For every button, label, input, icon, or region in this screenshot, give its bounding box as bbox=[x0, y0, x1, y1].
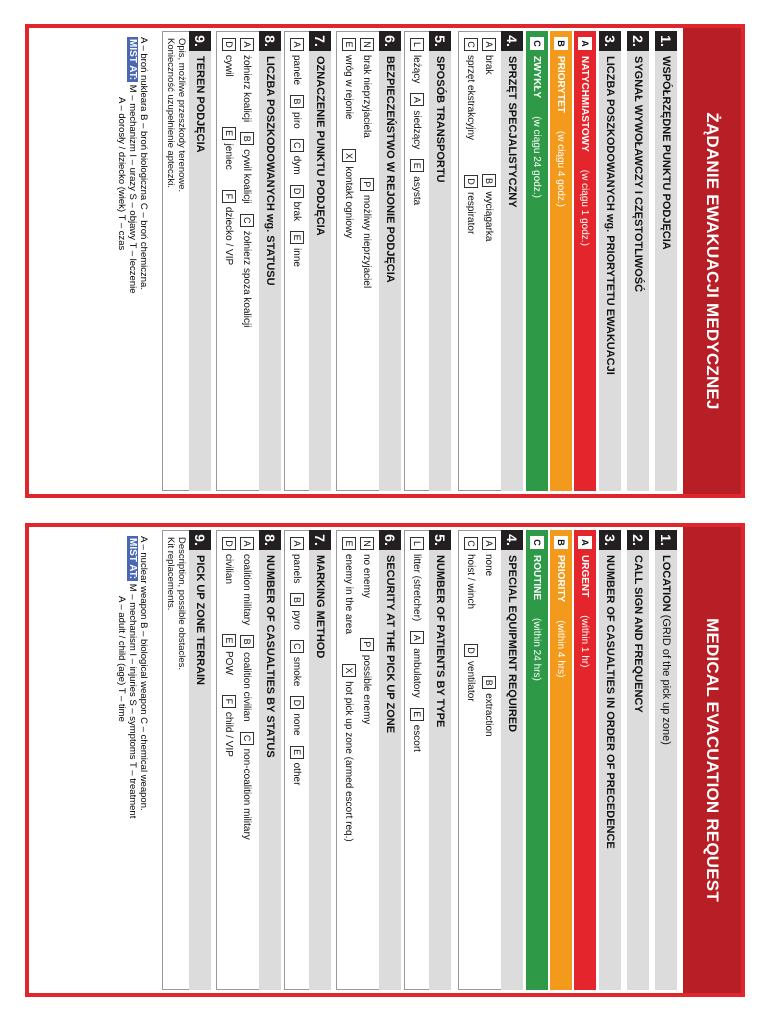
section-title: BEZPIECZEŃSTWO W REJONIE PODJĘCIA bbox=[384, 56, 396, 283]
option-b[interactable] bbox=[290, 593, 304, 629]
option-key-box[interactable]: P bbox=[360, 638, 374, 651]
section-title: SYGNAŁ WYWOŁAWCZY I CZĘSTOTLIWOŚĆ bbox=[632, 56, 644, 293]
option-key-box[interactable]: D bbox=[464, 175, 478, 188]
section-precedence bbox=[524, 31, 621, 491]
option-label: litter (stretcher) bbox=[411, 554, 423, 622]
section-number: 9. bbox=[189, 31, 211, 51]
option-key-box[interactable]: A bbox=[410, 631, 424, 644]
card-english bbox=[25, 523, 745, 997]
priority-routine[interactable] bbox=[526, 530, 548, 990]
option-d[interactable] bbox=[222, 38, 236, 77]
option-key-box[interactable]: E bbox=[290, 231, 304, 244]
section-title: NUMBER OF PATIENTS BY TYPE bbox=[434, 555, 446, 728]
section-title: OZNACZENIE PUNKTU PODJĘCIA bbox=[314, 56, 326, 236]
section-precedence bbox=[524, 530, 621, 990]
section-header bbox=[627, 31, 649, 491]
option-c[interactable] bbox=[290, 640, 304, 686]
option-e[interactable] bbox=[342, 38, 356, 119]
section-number: 2. bbox=[627, 31, 649, 51]
option-f[interactable] bbox=[222, 190, 236, 265]
option-b[interactable] bbox=[240, 132, 254, 203]
option-label: coalition civilian bbox=[241, 652, 253, 722]
option-key-box[interactable]: B bbox=[482, 174, 496, 187]
option-label: jeniec bbox=[223, 143, 235, 170]
section-header bbox=[655, 530, 677, 990]
option-key-box[interactable]: L bbox=[410, 38, 424, 51]
option-label: extraction bbox=[483, 693, 495, 737]
weapon-legend: A – broń nukleara B – broń biologiczna C – broń chemiczna. bbox=[138, 37, 149, 290]
option-label: pyro bbox=[291, 610, 303, 630]
option-key-box[interactable]: C bbox=[530, 536, 544, 549]
section-number: 6. bbox=[379, 530, 401, 550]
option-e[interactable] bbox=[290, 746, 304, 786]
option-key-box[interactable]: D bbox=[222, 537, 236, 550]
card-polish bbox=[25, 24, 745, 498]
option-p[interactable] bbox=[360, 638, 374, 724]
option-label: other bbox=[291, 762, 303, 786]
option-key-box[interactable]: C bbox=[530, 37, 544, 50]
section-title: WSPÓŁRZĘDNE PUNKTU PODJĘCIA bbox=[660, 56, 672, 250]
priority-time: (w ciągu 24 godz.) bbox=[531, 116, 543, 198]
section-title: LICZBA POSZKODOWANYCH wg. PRIORYTETU EWAKUACJI bbox=[604, 56, 616, 375]
section-title: LOCATION bbox=[660, 555, 672, 612]
section-title: CALL SIGN AND FREQUENCY bbox=[632, 555, 644, 713]
section-title: SPRZĘT SPECJALISTYCZNY bbox=[506, 56, 518, 208]
option-c[interactable] bbox=[240, 214, 254, 328]
priority-label: PRIORITY bbox=[555, 555, 567, 603]
option-label: wyciągarka bbox=[483, 191, 495, 242]
priority-time: (within 1 hr) bbox=[579, 615, 591, 668]
option-label: leżący bbox=[411, 55, 423, 84]
section-security bbox=[336, 530, 401, 990]
option-label: wróg w rejonie bbox=[343, 55, 355, 120]
section-status bbox=[216, 530, 281, 990]
section-header bbox=[501, 530, 523, 990]
option-d[interactable] bbox=[464, 644, 478, 702]
option-e[interactable] bbox=[222, 634, 236, 675]
section-header bbox=[429, 530, 451, 990]
option-b[interactable] bbox=[290, 95, 304, 129]
option-key-box[interactable]: A bbox=[482, 38, 496, 51]
option-label: panele bbox=[291, 55, 303, 86]
section-header bbox=[309, 530, 331, 990]
section-number: 5. bbox=[429, 530, 451, 550]
option-key-box[interactable]: E bbox=[410, 159, 424, 172]
option-label: coalition military bbox=[241, 554, 253, 626]
option-key-box[interactable]: C bbox=[464, 537, 478, 550]
option-key-box[interactable]: A bbox=[240, 38, 254, 51]
section-title: SPECIAL EQUIPMENT REQUIRED bbox=[506, 555, 518, 733]
option-label: dym bbox=[291, 155, 303, 175]
section-title: NUMBER OF CASUALTIES BY STATUS bbox=[264, 555, 276, 758]
option-label: POW bbox=[223, 651, 235, 675]
section-number: 9. bbox=[189, 530, 211, 550]
option-key-box[interactable]: B bbox=[290, 95, 304, 108]
section-title: PICK UP ZONE TERRAIN bbox=[194, 555, 206, 685]
option-label: brak bbox=[291, 201, 303, 222]
section-header bbox=[501, 31, 523, 491]
section-title: NUMBER OF CASUALTIES IN ORDER OF PRECEDENCE bbox=[604, 555, 616, 849]
weapon-legend: A – nuclear weapon B – biological weapon C – chemical weapon. bbox=[138, 536, 149, 811]
option-key-box[interactable]: D bbox=[222, 38, 236, 51]
option-d[interactable] bbox=[290, 696, 304, 735]
section-number: 8. bbox=[259, 31, 281, 51]
option-label: none bbox=[483, 554, 495, 577]
priority-label: ZWYKŁY bbox=[531, 56, 543, 99]
section-title: SPOSÓB TRANSPORTU bbox=[434, 56, 446, 183]
mist-at-legend bbox=[114, 530, 151, 990]
option-key-box[interactable]: X bbox=[342, 664, 356, 677]
section-status bbox=[216, 31, 281, 491]
section-terrain bbox=[162, 31, 211, 491]
mist-at-tag: MIST AT: bbox=[127, 538, 138, 580]
priority-priority[interactable] bbox=[550, 31, 572, 491]
section-number: 2. bbox=[627, 530, 649, 550]
option-key-box[interactable]: E bbox=[410, 708, 424, 721]
option-label: kontakt ogniowy bbox=[343, 166, 355, 239]
option-e[interactable] bbox=[290, 231, 304, 267]
option-key-box[interactable]: E bbox=[342, 537, 356, 550]
section-header bbox=[655, 31, 677, 491]
option-key-box[interactable]: B bbox=[482, 676, 496, 689]
option-key-box[interactable]: B bbox=[554, 536, 568, 549]
option-label: piro bbox=[291, 112, 303, 129]
option-a[interactable] bbox=[240, 38, 254, 122]
option-a[interactable] bbox=[240, 537, 254, 625]
option-label: enemy in the area bbox=[343, 554, 355, 635]
option-label: sprzęt ekstrakcyjny bbox=[465, 55, 477, 141]
option-n[interactable] bbox=[360, 38, 374, 138]
section-number: 3. bbox=[599, 31, 621, 51]
option-label: child / VIP bbox=[223, 711, 235, 757]
option-key-box[interactable]: N bbox=[360, 38, 374, 51]
priority-label: PRIORYTET bbox=[555, 56, 567, 113]
section-equipment bbox=[458, 31, 523, 491]
option-key-box[interactable]: F bbox=[222, 695, 236, 708]
section-header bbox=[599, 530, 621, 990]
section-terrain bbox=[162, 530, 211, 990]
option-key-box[interactable]: L bbox=[410, 537, 424, 550]
option-c[interactable] bbox=[464, 38, 478, 140]
section-title: TEREN PODJĘCIA bbox=[194, 56, 206, 153]
section-header bbox=[259, 530, 281, 990]
section-title: SECURITY AT THE PICK UP ZONE bbox=[384, 555, 396, 734]
option-label: ambulatory bbox=[411, 648, 423, 698]
priority-label: URGENT bbox=[579, 555, 591, 598]
priority-urgent[interactable] bbox=[574, 31, 596, 491]
option-key-box[interactable]: A bbox=[410, 93, 424, 106]
option-label: no enemy bbox=[361, 554, 373, 598]
priority-routine[interactable] bbox=[526, 31, 548, 491]
section-number: 8. bbox=[259, 530, 281, 550]
option-p[interactable] bbox=[360, 178, 374, 288]
option-c[interactable] bbox=[290, 139, 304, 175]
terrain-line: Konieczność uzupełnienie apteczki. bbox=[165, 38, 176, 188]
option-l[interactable] bbox=[410, 537, 424, 621]
section-header bbox=[309, 31, 331, 491]
section-header bbox=[429, 31, 451, 491]
section-header bbox=[259, 31, 281, 491]
terrain-line: Opis, możliwe przeszkody terenowe. bbox=[176, 38, 187, 193]
section-location bbox=[655, 31, 677, 491]
priority-time: (within 24 hrs) bbox=[531, 618, 543, 681]
section-location bbox=[655, 530, 677, 990]
option-key-box[interactable]: N bbox=[360, 537, 374, 550]
option-key-box[interactable]: E bbox=[342, 38, 356, 51]
option-a[interactable] bbox=[410, 631, 424, 697]
option-x[interactable] bbox=[342, 664, 356, 842]
section-header bbox=[379, 530, 401, 990]
option-x[interactable] bbox=[342, 149, 356, 238]
option-d[interactable] bbox=[222, 537, 236, 584]
terrain-line: Description, possible obstacles. bbox=[176, 537, 187, 671]
option-key-box[interactable]: B bbox=[554, 37, 568, 50]
option-e[interactable] bbox=[410, 708, 424, 752]
option-label: cywil koalicji bbox=[241, 149, 253, 204]
option-a[interactable] bbox=[482, 38, 496, 74]
priority-time: (w ciągu 1 godz.) bbox=[579, 169, 591, 246]
section-header bbox=[189, 530, 211, 990]
option-key-box[interactable]: F bbox=[222, 190, 236, 203]
mist-legend: M – mechanizm I – urazy S – objawy T – leczenie bbox=[127, 84, 138, 294]
option-key-box[interactable]: E bbox=[222, 127, 236, 140]
section-title: LICZBA POSZKODOWANYCH wg. STATUSU bbox=[264, 56, 276, 286]
priority-priority[interactable] bbox=[550, 530, 572, 990]
section-marking bbox=[284, 31, 331, 491]
option-e[interactable] bbox=[410, 159, 424, 205]
option-label: none bbox=[291, 713, 303, 736]
section-number: 1. bbox=[655, 31, 677, 51]
option-key-box[interactable]: E bbox=[290, 746, 304, 759]
option-label: brak bbox=[483, 55, 495, 75]
section-call-sign bbox=[627, 31, 649, 491]
option-c[interactable] bbox=[464, 537, 478, 609]
priority-time: (within 4 hrs) bbox=[555, 620, 567, 678]
option-label: możliwy nieprzyjaciel bbox=[361, 194, 373, 289]
option-key-box[interactable]: X bbox=[342, 149, 356, 162]
option-key-box[interactable]: D bbox=[290, 696, 304, 709]
section-security bbox=[336, 31, 401, 491]
section-number: 3. bbox=[599, 530, 621, 550]
option-label: brak nieprzyjaciela bbox=[361, 55, 373, 138]
option-label: dziecko / VIP bbox=[223, 206, 235, 266]
section-number: 6. bbox=[379, 31, 401, 51]
option-c[interactable] bbox=[240, 732, 254, 840]
section-transport bbox=[404, 530, 451, 990]
mist-at-tag: MIST AT: bbox=[127, 39, 138, 81]
section-header bbox=[189, 31, 211, 491]
option-label: non-coalition military bbox=[241, 748, 253, 840]
option-n[interactable] bbox=[360, 537, 374, 598]
priority-urgent[interactable] bbox=[574, 530, 596, 990]
option-a[interactable] bbox=[290, 537, 304, 583]
option-d[interactable] bbox=[290, 185, 304, 221]
section-number: 1. bbox=[655, 530, 677, 550]
priority-time: (w ciągu 4 godz.) bbox=[555, 130, 567, 208]
option-label: civilian bbox=[223, 554, 235, 585]
option-a[interactable] bbox=[482, 537, 496, 576]
card-title: ŻĄDANIE EWAKUACJI MEDYCZNEJ bbox=[683, 28, 741, 494]
option-l[interactable] bbox=[410, 38, 424, 83]
section-header bbox=[379, 31, 401, 491]
section-number: 7. bbox=[309, 31, 331, 51]
option-d[interactable] bbox=[464, 175, 478, 234]
option-label: inne bbox=[291, 248, 303, 267]
age-time-legend: A – dorosły / dziecko (wiek) T – czas bbox=[116, 97, 127, 251]
option-key-box[interactable]: P bbox=[360, 178, 374, 191]
option-key-box[interactable]: A bbox=[290, 38, 304, 51]
section-marking bbox=[284, 530, 331, 990]
option-key-box[interactable]: B bbox=[290, 593, 304, 606]
option-b[interactable] bbox=[482, 174, 496, 241]
option-key-box[interactable]: C bbox=[290, 640, 304, 653]
mist-legend: M – mechanism I – injuries S – symptoms T – treatment bbox=[127, 583, 138, 819]
option-key-box[interactable]: D bbox=[464, 644, 478, 657]
option-label: żołnierz koalicji bbox=[241, 55, 253, 123]
option-label: possible enemy bbox=[361, 654, 373, 725]
option-key-box[interactable]: A bbox=[578, 536, 592, 549]
section-number: 5. bbox=[429, 31, 451, 51]
mist-at-legend bbox=[114, 31, 151, 491]
section-title: MARKING METHOD bbox=[314, 555, 326, 659]
option-key-box[interactable]: C bbox=[240, 732, 254, 745]
option-label: siedzący bbox=[411, 110, 423, 150]
option-f[interactable] bbox=[222, 695, 236, 757]
option-key-box[interactable]: C bbox=[464, 38, 478, 51]
section-number: 7. bbox=[309, 530, 331, 550]
option-b[interactable] bbox=[240, 635, 254, 721]
section-transport bbox=[404, 31, 451, 491]
option-label: escort bbox=[411, 724, 423, 752]
option-key-box[interactable]: A bbox=[482, 537, 496, 550]
section-call-sign bbox=[627, 530, 649, 990]
terrain-line: Kit replacements. bbox=[165, 537, 176, 611]
priority-label: ROUTINE bbox=[531, 555, 543, 600]
section-equipment bbox=[458, 530, 523, 990]
option-label: respirator bbox=[465, 192, 477, 235]
card-title: MEDICAL EVACUATION REQUEST bbox=[683, 527, 741, 993]
section-number: 4. bbox=[501, 530, 523, 550]
option-e[interactable] bbox=[342, 537, 356, 634]
option-key-box[interactable]: B bbox=[240, 132, 254, 145]
option-label: cywil bbox=[223, 55, 235, 77]
option-e[interactable] bbox=[222, 127, 236, 170]
age-time-legend: A – adult / child (age) T – time bbox=[116, 596, 127, 722]
priority-label: NATYCHMIASTOWY bbox=[579, 56, 591, 152]
option-key-box[interactable]: C bbox=[290, 139, 304, 152]
option-key-box[interactable]: D bbox=[290, 185, 304, 198]
option-key-box[interactable]: A bbox=[240, 537, 254, 550]
section-subtitle: (GRID of the pick up zone) bbox=[660, 614, 672, 745]
option-label: smoke bbox=[291, 656, 303, 687]
option-label: panels bbox=[291, 554, 303, 584]
option-label: żołnierz spoza koalicji bbox=[241, 230, 253, 328]
option-key-box[interactable]: E bbox=[222, 634, 236, 647]
option-key-box[interactable]: B bbox=[240, 635, 254, 648]
option-label: ventilator bbox=[465, 661, 477, 702]
option-label: asysta bbox=[411, 176, 423, 206]
section-number: 4. bbox=[501, 31, 523, 51]
option-key-box[interactable]: A bbox=[290, 537, 304, 550]
section-header bbox=[599, 31, 621, 491]
option-label: hoist / winch bbox=[465, 554, 477, 610]
option-key-box[interactable]: C bbox=[240, 214, 254, 227]
option-a[interactable] bbox=[290, 38, 304, 85]
section-header bbox=[627, 530, 649, 990]
option-a[interactable] bbox=[410, 93, 424, 149]
option-label: hot pick up zone (armed escort req.) bbox=[343, 681, 355, 842]
option-key-box[interactable]: A bbox=[578, 37, 592, 50]
option-b[interactable] bbox=[482, 676, 496, 736]
